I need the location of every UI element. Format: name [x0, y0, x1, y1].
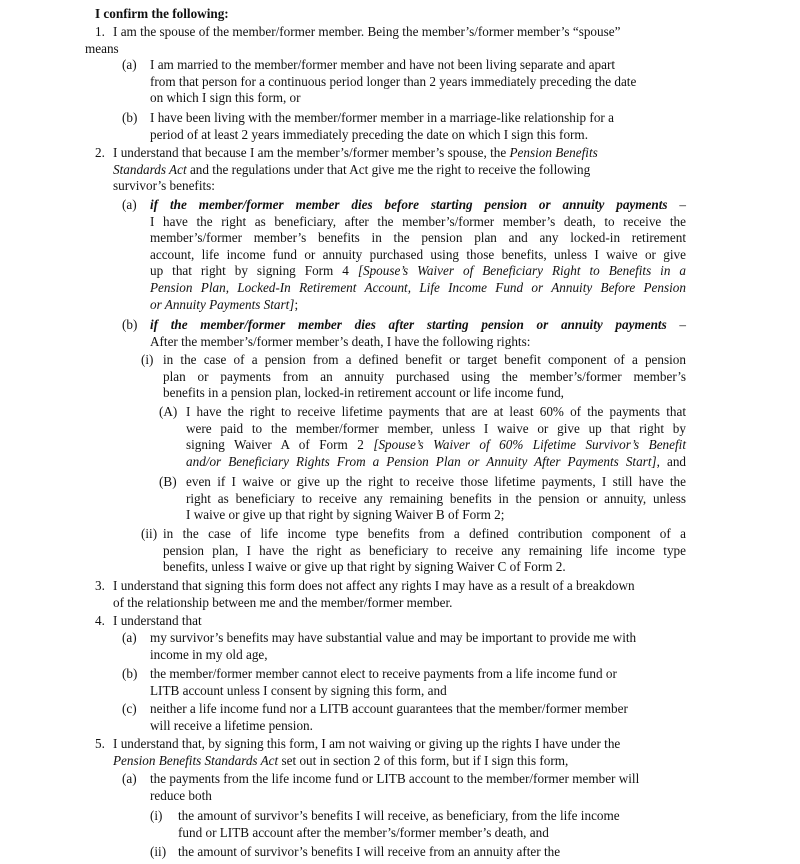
clause-text: in the case of a pension from a defined benefit or target benefit component of a pension plan or payments from an annuity purchased using the member’s/former member’s benefits in a pension plan, locked-in retirement account or life income fund,	[163, 352, 686, 401]
clause-label: (a)	[122, 630, 137, 645]
clause-text: I understand that, by signing this form, I am not waiving or giving up the rights I have under the Pension Benefits Standards Act set out in section 2 of this form, but if I sign this form,	[113, 736, 621, 768]
clause-label: 2.	[95, 145, 105, 160]
clause-text: the payments from the life income fund or LITB account to the member/former member will reduce both	[150, 771, 640, 803]
clause-label: (b)	[122, 666, 138, 681]
clause-label: 4.	[95, 613, 105, 628]
clause-label: (A)	[159, 404, 178, 419]
clause-text: in the case of life income type benefits from a defined contribution component of a pension plan, I have the right as beneficiary to receive any remaining life income type benefits, unless I waive or give up that right by signing Waiver C of Form 2.	[163, 526, 686, 575]
clause-label: (B)	[159, 474, 177, 489]
clause-text: neither a life income fund nor a LITB account guarantees that the member/former member will receive a lifetime pension.	[150, 701, 628, 733]
clause-label: (a)	[122, 771, 137, 786]
clause-text: I have the right to receive lifetime payments that are at least 60% of the payments that were paid to the member/former member, unless I waive or give up that right by signing Waiver A of Form 2 [Spouse’s Waiver of 60% Lifetime Survivor’s Benefit and/or Beneficiary Rights From a Pension Plan or Annuity After Payments Start], and	[186, 404, 687, 469]
clause-label: (ii)	[150, 844, 167, 859]
clause-label: (i)	[141, 352, 154, 367]
clause-label: (ii)	[141, 526, 158, 541]
clause-label: (b)	[122, 317, 138, 332]
clause-label: (a)	[122, 57, 137, 72]
clause-label: (a)	[122, 197, 137, 212]
clause-text: even if I waive or give up the right to receive those lifetime payments, I still have the right as beneficiary to receive any remaining benefits in the pension or annuity, unless I waive or give up that right by signing Waiver B of Form 2;	[186, 474, 686, 523]
clause-label: 5.	[95, 736, 105, 751]
clause-text: I am married to the member/former member and have not been living separate and apart from that person for a continuous period longer than 2 years immediately preceding the date on which I sign this form, or	[150, 57, 637, 106]
clause-text: I understand that signing this form does not affect any rights I may have as a result of a breakdown of the relationship between me and the member/former member.	[113, 578, 635, 610]
clause-text: if the member/former member dies after starting pension or annuity payments – After the member’s/former member’s death, I have the following rights:	[150, 317, 687, 349]
clause-label: 1.	[95, 24, 105, 39]
clause-label: 3.	[95, 578, 105, 593]
clause-text: if the member/former member dies before starting pension or annuity payments – I have the right as beneficiary, after the member’s/former member’s death, to receive the member’s/former member’s benefits in the pension plan and any locked-in retirement account, life income fund or annuity purchased using those benefits, unless I waive or give up that right by signing Form 4 [Spouse’s Waiver of Beneficiary Right to Benefits in a Pension Plan, Locked-In Retirement Account, Life Income Fund or Annuity Before Pension or Annuity Payments Start];	[150, 197, 687, 312]
clause-label: (b)	[122, 110, 138, 125]
clause-text: I am the spouse of the member/former member. Being the member’s/former member’s “spouse” means	[85, 24, 621, 56]
clause-text: I have been living with the member/former member in a marriage-like relationship for a period of at least 2 years immediately preceding the date on which I sign this form.	[150, 110, 614, 142]
clause-text: my survivor’s benefits may have substantial value and may be important to provide me with income in my old age,	[150, 630, 637, 662]
clause-text: I understand that because I am the member’s/former member’s spouse, the Pension Benefits Standards Act and the regulations under that Act give me the right to receive the following survivor’s benefits:	[113, 145, 598, 194]
section-heading: I confirm the following:	[95, 6, 229, 21]
clause-text: the member/former member cannot elect to receive payments from a life income fund or LITB account unless I consent by signing this form, and	[150, 666, 617, 698]
clause-text: I understand that	[113, 613, 202, 628]
clause-label: (c)	[122, 701, 137, 716]
clause-text: the amount of survivor’s benefits I will receive, as beneficiary, from the life income fund or LITB account after the member’s/former member’s death, and	[178, 808, 620, 840]
clause-text: the amount of survivor’s benefits I will receive from an annuity after the	[178, 844, 561, 859]
clause-label: (i)	[150, 808, 163, 823]
